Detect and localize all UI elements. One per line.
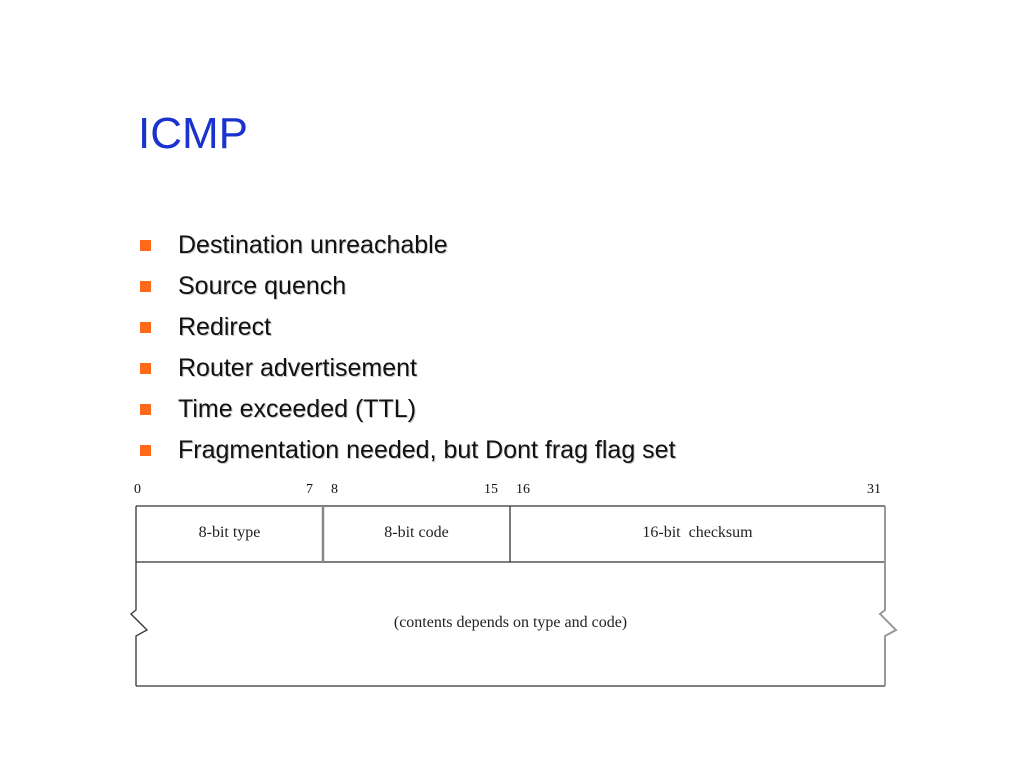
field-type: 8-bit type <box>198 524 261 541</box>
field-code: 8-bit code <box>384 524 449 541</box>
bullet-text: Source quench <box>178 272 347 300</box>
slide-title: ICMP <box>138 109 248 158</box>
bullet-text: Fragmentation needed, but Dont frag flag set <box>178 436 676 464</box>
bit-label-31: 31 <box>867 482 881 497</box>
bullet-text: Time exceeded (TTL) <box>178 395 417 423</box>
field-contents: (contents depends on type and code) <box>393 614 628 631</box>
bullet-text: Destination unreachable <box>178 231 448 259</box>
bit-label-8: 8 <box>331 482 338 497</box>
bit-label-15: 15 <box>484 482 498 497</box>
bit-label-16: 16 <box>516 482 530 497</box>
bullet-text: Redirect <box>178 313 272 341</box>
bullet-text: Router advertisement <box>178 354 418 382</box>
bit-label-7: 7 <box>306 482 313 497</box>
field-checksum: 16-bit checksum <box>642 524 753 541</box>
bit-label-0: 0 <box>134 482 141 497</box>
